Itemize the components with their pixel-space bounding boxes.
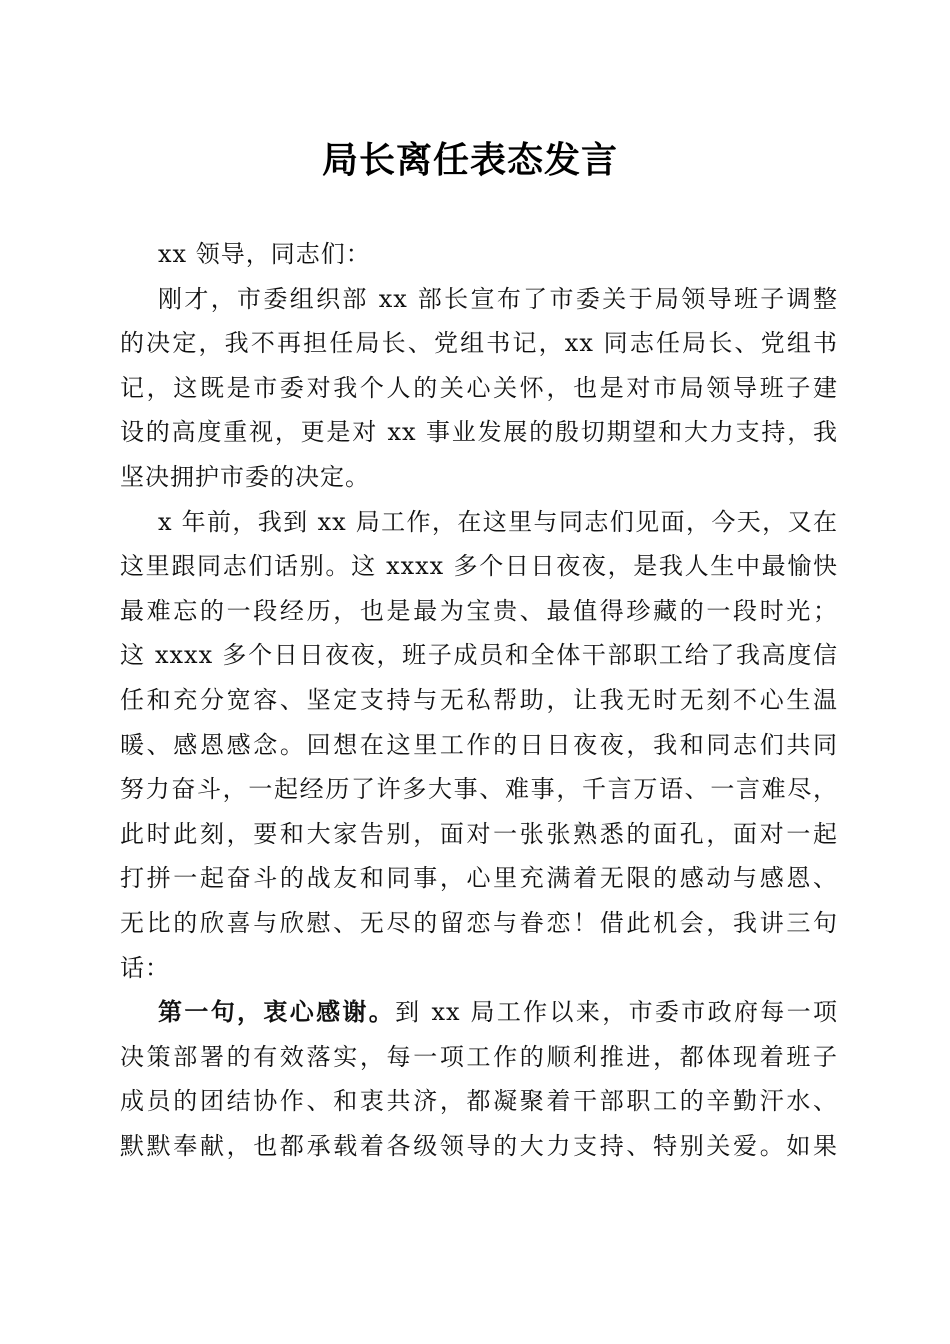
section-heading-first: 第一句，衷心感谢。	[158, 997, 396, 1027]
paragraph-3-line: 成员的团结协作、和衷共济，都凝聚着干部职工的辛勤汗水、	[120, 1087, 838, 1116]
paragraph-1-line: 设的高度重视，更是对 xx 事业发展的殷切期望和大力支持，我	[120, 418, 838, 447]
paragraph-2-line: 暖、感恩感念。回想在这里工作的日日夜夜，我和同志们共同	[120, 730, 838, 759]
paragraph-2-line: 努力奋斗，一起经历了许多大事、难事，千言万语、一言难尽，	[120, 775, 838, 804]
paragraph-1-line: 坚决拥护市委的决定。	[120, 462, 370, 491]
paragraph-2-line: 这里跟同志们话别。这 xxxx 多个日日夜夜，是我人生中最愉快	[120, 552, 838, 581]
paragraph-2-line: 最难忘的一段经历，也是最为宝贵、最值得珍藏的一段时光；	[120, 596, 838, 625]
paragraph-2-line: 任和充分宽容、坚定支持与无私帮助，让我无时无刻不心生温	[120, 685, 838, 714]
document-body	[120, 232, 838, 1168]
paragraph-3-line	[120, 990, 838, 1035]
paragraph-3-text: 到 xx 局工作以来，市委市政府每一项	[395, 998, 839, 1027]
paragraph-3-line: 决策部署的有效落实，每一项工作的顺利推进，都体现着班子	[120, 1042, 838, 1071]
salutation: xx 领导，同志们：	[158, 240, 371, 268]
paragraph-1-line: 的决定，我不再担任局长、党组书记，xx 同志任局长、党组书	[120, 329, 838, 358]
paragraph-2-line: 此时此刻，要和大家告别，面对一张张熟悉的面孔，面对一起	[120, 819, 838, 848]
paragraph-1-line: 记，这既是市委对我个人的关心关怀，也是对市局领导班子建	[120, 373, 838, 402]
paragraph-2-line: 话：	[120, 953, 170, 982]
paragraph-2-line: 打拼一起奋斗的战友和同事，心里充满着无限的感动与感恩、	[120, 864, 838, 893]
paragraph-1-line: 刚才，市委组织部 xx 部长宣布了市委关于局领导班子调整	[158, 284, 838, 313]
paragraph-2-line: 无比的欣喜与欣慰、无尽的留恋与眷恋！借此机会，我讲三句	[120, 908, 838, 937]
document-title: 局长离任表态发言	[321, 139, 618, 181]
paragraph-3-line: 默默奉献，也都承载着各级领导的大力支持、特别关爱。如果	[120, 1131, 838, 1160]
paragraph-2-line: x 年前，我到 xx 局工作，在这里与同志们见面，今天，又在	[158, 507, 838, 536]
paragraph-2-line: 这 xxxx 多个日日夜夜，班子成员和全体干部职工给了我高度信	[120, 641, 838, 670]
